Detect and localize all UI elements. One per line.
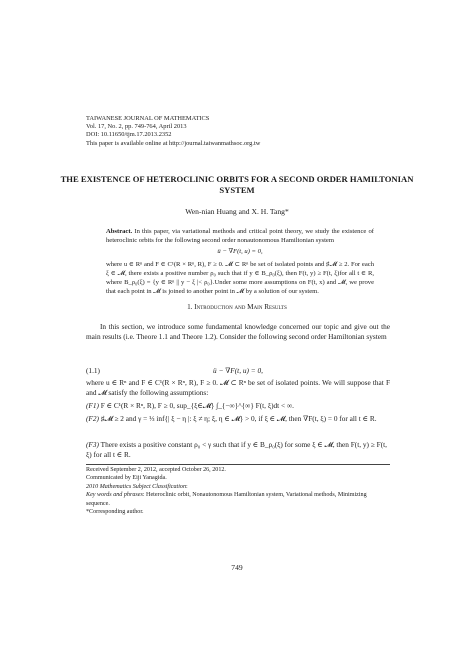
- footnote-corresponding: *Corresponding author.: [86, 509, 144, 516]
- journal-doi: DOI: 10.11650/tjm.17.2013.2352: [86, 131, 172, 139]
- condition-label: (F3): [86, 440, 99, 449]
- footnote-received: Received September 2, 2012, accepted October 26, 2012.: [86, 467, 226, 473]
- page-number: 749: [231, 563, 243, 572]
- body-paragraph-2: where u ∈ Rⁿ and F ∈ C¹(R × Rⁿ, R), F ≥ 0. 𝓜 ⊂ Rⁿ be set of isolated points. We will suppose that F and 𝓜 satisfy the following assumptions:: [86, 378, 390, 398]
- condition-text: There exists a positive constant ρ₀ < γ such that if y ∈ B_ρ₀(ξ) for some ξ ∈ 𝓜, then F(t, y) ≥ F(t, ξ) for all t ∈ R.: [86, 440, 387, 460]
- journal-name: TAIWANESE JOURNAL OF MATHEMATICS: [86, 115, 210, 122]
- footnote-communicated: Communicated by Eiji Yanagida.: [86, 475, 167, 482]
- condition-text: ♯𝓜 ≥ 2 and γ = ⅓ inf{| ξ − η |: ξ ≠ η; ξ, η ∈ 𝓜} > 0, if ξ ∈ 𝓜, then ∇F(t, ξ) = 0 for all t ∈ R.: [100, 414, 377, 423]
- abstract-block: [106, 227, 374, 296]
- condition-f3: [86, 440, 390, 460]
- msc-value: :: [186, 483, 188, 490]
- equation-text: ü − ∇F(t, u) = 0,: [212, 366, 263, 375]
- paper-authors: Wen-nian Huang and X. H. Tang*: [185, 207, 289, 216]
- footnote-keywords: [86, 491, 390, 508]
- condition-f2: [86, 414, 390, 424]
- equation-number: (1.1): [86, 366, 100, 375]
- footnote-msc: [86, 483, 390, 491]
- section-number: 1.: [187, 303, 193, 311]
- journal-volume: Vol. 17, No. 2, pp. 749-764, April 2013: [86, 123, 187, 131]
- condition-text: F ∈ C¹(R × Rⁿ, R), F ≥ 0, sup_{ξ∈𝓜} ∫_{−∞}^{∞} F(t, ξ)dt < ∞.: [100, 401, 294, 410]
- abstract-equation: ü − ∇F(t, u) = 0,: [217, 248, 263, 256]
- footnotes: [86, 466, 390, 516]
- body-paragraph-1: In this section, we introduce some fundamental knowledge concerned our topic and give out the main results (i.e. Theore 1.1 and Theore 1.2). Consider the following second order Hamiltonian system: [86, 322, 390, 342]
- section-title: Introduction and Main Results: [194, 303, 287, 311]
- keywords-value: : Heteroclinic orbit, Nonautonomous Hamiltonian system, Variational methods, Minimizing sequence.: [86, 492, 367, 507]
- keywords-label: Key words and phrases: [86, 492, 143, 499]
- journal-availability: This paper is available online at http://journal.taiwanmathsoc.org.tw: [86, 139, 261, 147]
- journal-header: [86, 115, 260, 148]
- condition-label: (F1): [86, 401, 99, 410]
- section-heading: [60, 303, 414, 311]
- condition-label: (F2): [86, 414, 99, 423]
- paper-title: THE EXISTENCE OF HETEROCLINIC ORBITS FOR A SECOND ORDER HAMILTONIAN SYSTEM: [60, 174, 414, 195]
- msc-label: 2010 Mathematics Subject Classification: [86, 483, 187, 490]
- footnote-rule: [86, 464, 390, 465]
- abstract-label: Abstract.: [106, 228, 133, 235]
- condition-f1: [86, 401, 390, 411]
- abstract-intro: In this paper, via variational methods and critical point theory, we study the existence of heteroclinic orbits for the following second order nonautonomous Hamiltonian system: [106, 228, 374, 245]
- abstract-continuation: where u ∈ Rⁿ and F ∈ C¹(R × Rⁿ, R), F ≥ 0. 𝓜 ⊂ Rⁿ be set of isolated points and ♯𝓜 ≥ 2. For each ξ ∈ 𝓜, there exists a positive number ρ₀ such that if y ∈ B_ρ₀(ξ), then F(t, y) ≥ F(t, ξ)for all t ∈ R, where B_ρ₀(ξ) = {y ∈ Rⁿ || y − ξ |< ρ₀}.Under some more assumptions on F(t, x) and 𝓜, we prove that each point in 𝓜 is joined to another point in 𝓜 by a solution of our system.: [106, 260, 374, 296]
